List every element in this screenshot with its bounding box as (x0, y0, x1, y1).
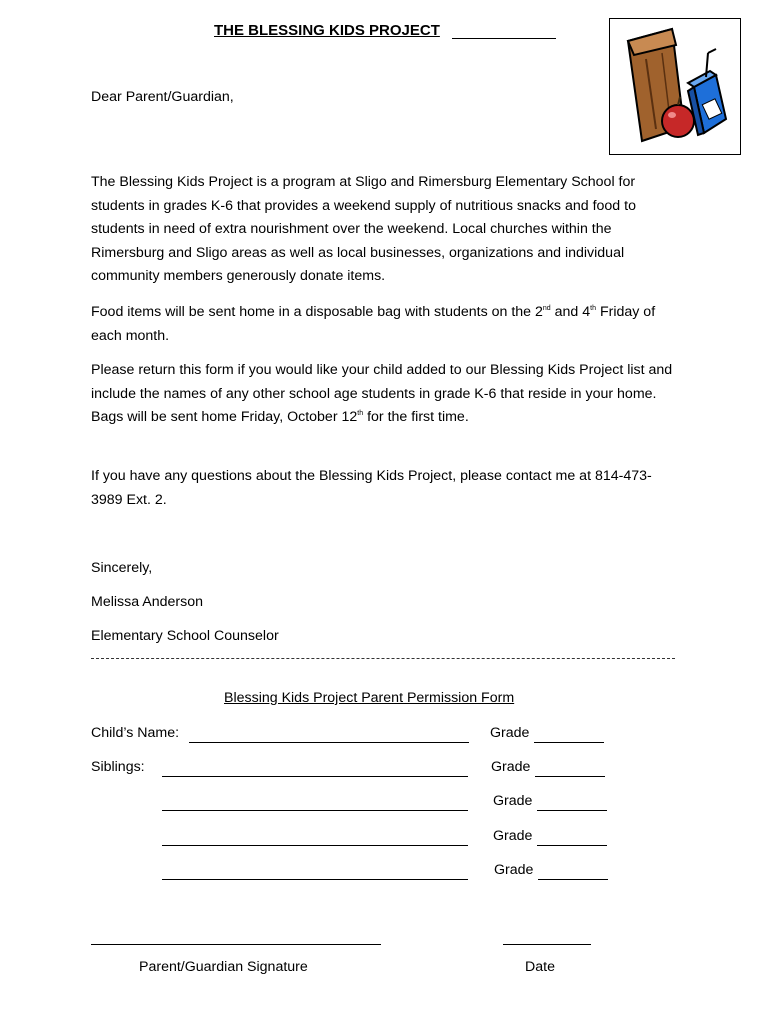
sibling-name-field[interactable] (162, 845, 468, 846)
ordinal-suffix: th (357, 410, 364, 418)
delivery-text: Food items will be sent home in a disposable bag with students on the 2 (91, 304, 543, 320)
child-name-field[interactable] (189, 742, 469, 743)
closing: Sincerely, (91, 560, 153, 576)
sibling-name-field[interactable] (162, 776, 468, 777)
grade-field[interactable] (534, 742, 604, 743)
grade-label: Grade (493, 828, 533, 844)
child-name-label: Child’s Name: (91, 725, 180, 741)
grade-label: Grade (491, 759, 531, 775)
cut-line (91, 658, 675, 659)
title-underline (452, 38, 556, 39)
signature-field[interactable] (91, 944, 381, 945)
signature-label: Parent/Guardian Signature (139, 959, 308, 975)
return-form-paragraph (91, 359, 681, 430)
greeting: Dear Parent/Guardian, (91, 89, 234, 105)
signer-name: Melissa Anderson (91, 594, 203, 610)
lunch-bag-apple-juice-icon (609, 18, 741, 155)
return-form-text: Please return this form if you would like your child added to our Blessing Kids Project list and include the names of any other school age students in grade K-6 that reside in your home. Bags will be sent home Friday, October 12 (91, 362, 673, 426)
delivery-text: Friday of each month. (91, 304, 656, 344)
grade-field[interactable] (538, 879, 608, 880)
ordinal-suffix: th (590, 305, 596, 312)
page-title: THE BLESSING KIDS PROJECT (214, 22, 440, 39)
sibling-name-field[interactable] (162, 810, 468, 811)
grade-field[interactable] (537, 845, 607, 846)
siblings-label: Siblings: (91, 759, 145, 775)
delivery-text: and 4 (550, 304, 591, 320)
delivery-paragraph (91, 301, 681, 348)
grade-label: Grade (493, 793, 533, 809)
grade-label: Grade (490, 725, 530, 741)
signer-title: Elementary School Counselor (91, 628, 279, 644)
contact-paragraph: If you have any questions about the Blessing Kids Project, please contact me at 814-473-3989 Ext. 2. (91, 468, 652, 508)
grade-label: Grade (494, 862, 534, 878)
form-title: Blessing Kids Project Parent Permission Form (224, 690, 515, 706)
date-field[interactable] (503, 944, 591, 945)
sibling-name-field[interactable] (162, 879, 468, 880)
date-label: Date (525, 959, 555, 975)
ordinal-suffix: nd (542, 305, 551, 312)
intro-paragraph: The Blessing Kids Project is a program at Sligo and Rimersburg Elementary School for students in grades K-6 that provides a weekend supply of nutritious snacks and food to students in need of extra nourishment over the weekend. Local churches within the Rimersburg and Sligo areas as well as local businesses, organizations and individual community members generously donate items. (91, 174, 636, 285)
return-form-text: for the first time. (363, 409, 469, 426)
grade-field[interactable] (537, 810, 607, 811)
grade-field[interactable] (535, 776, 605, 777)
